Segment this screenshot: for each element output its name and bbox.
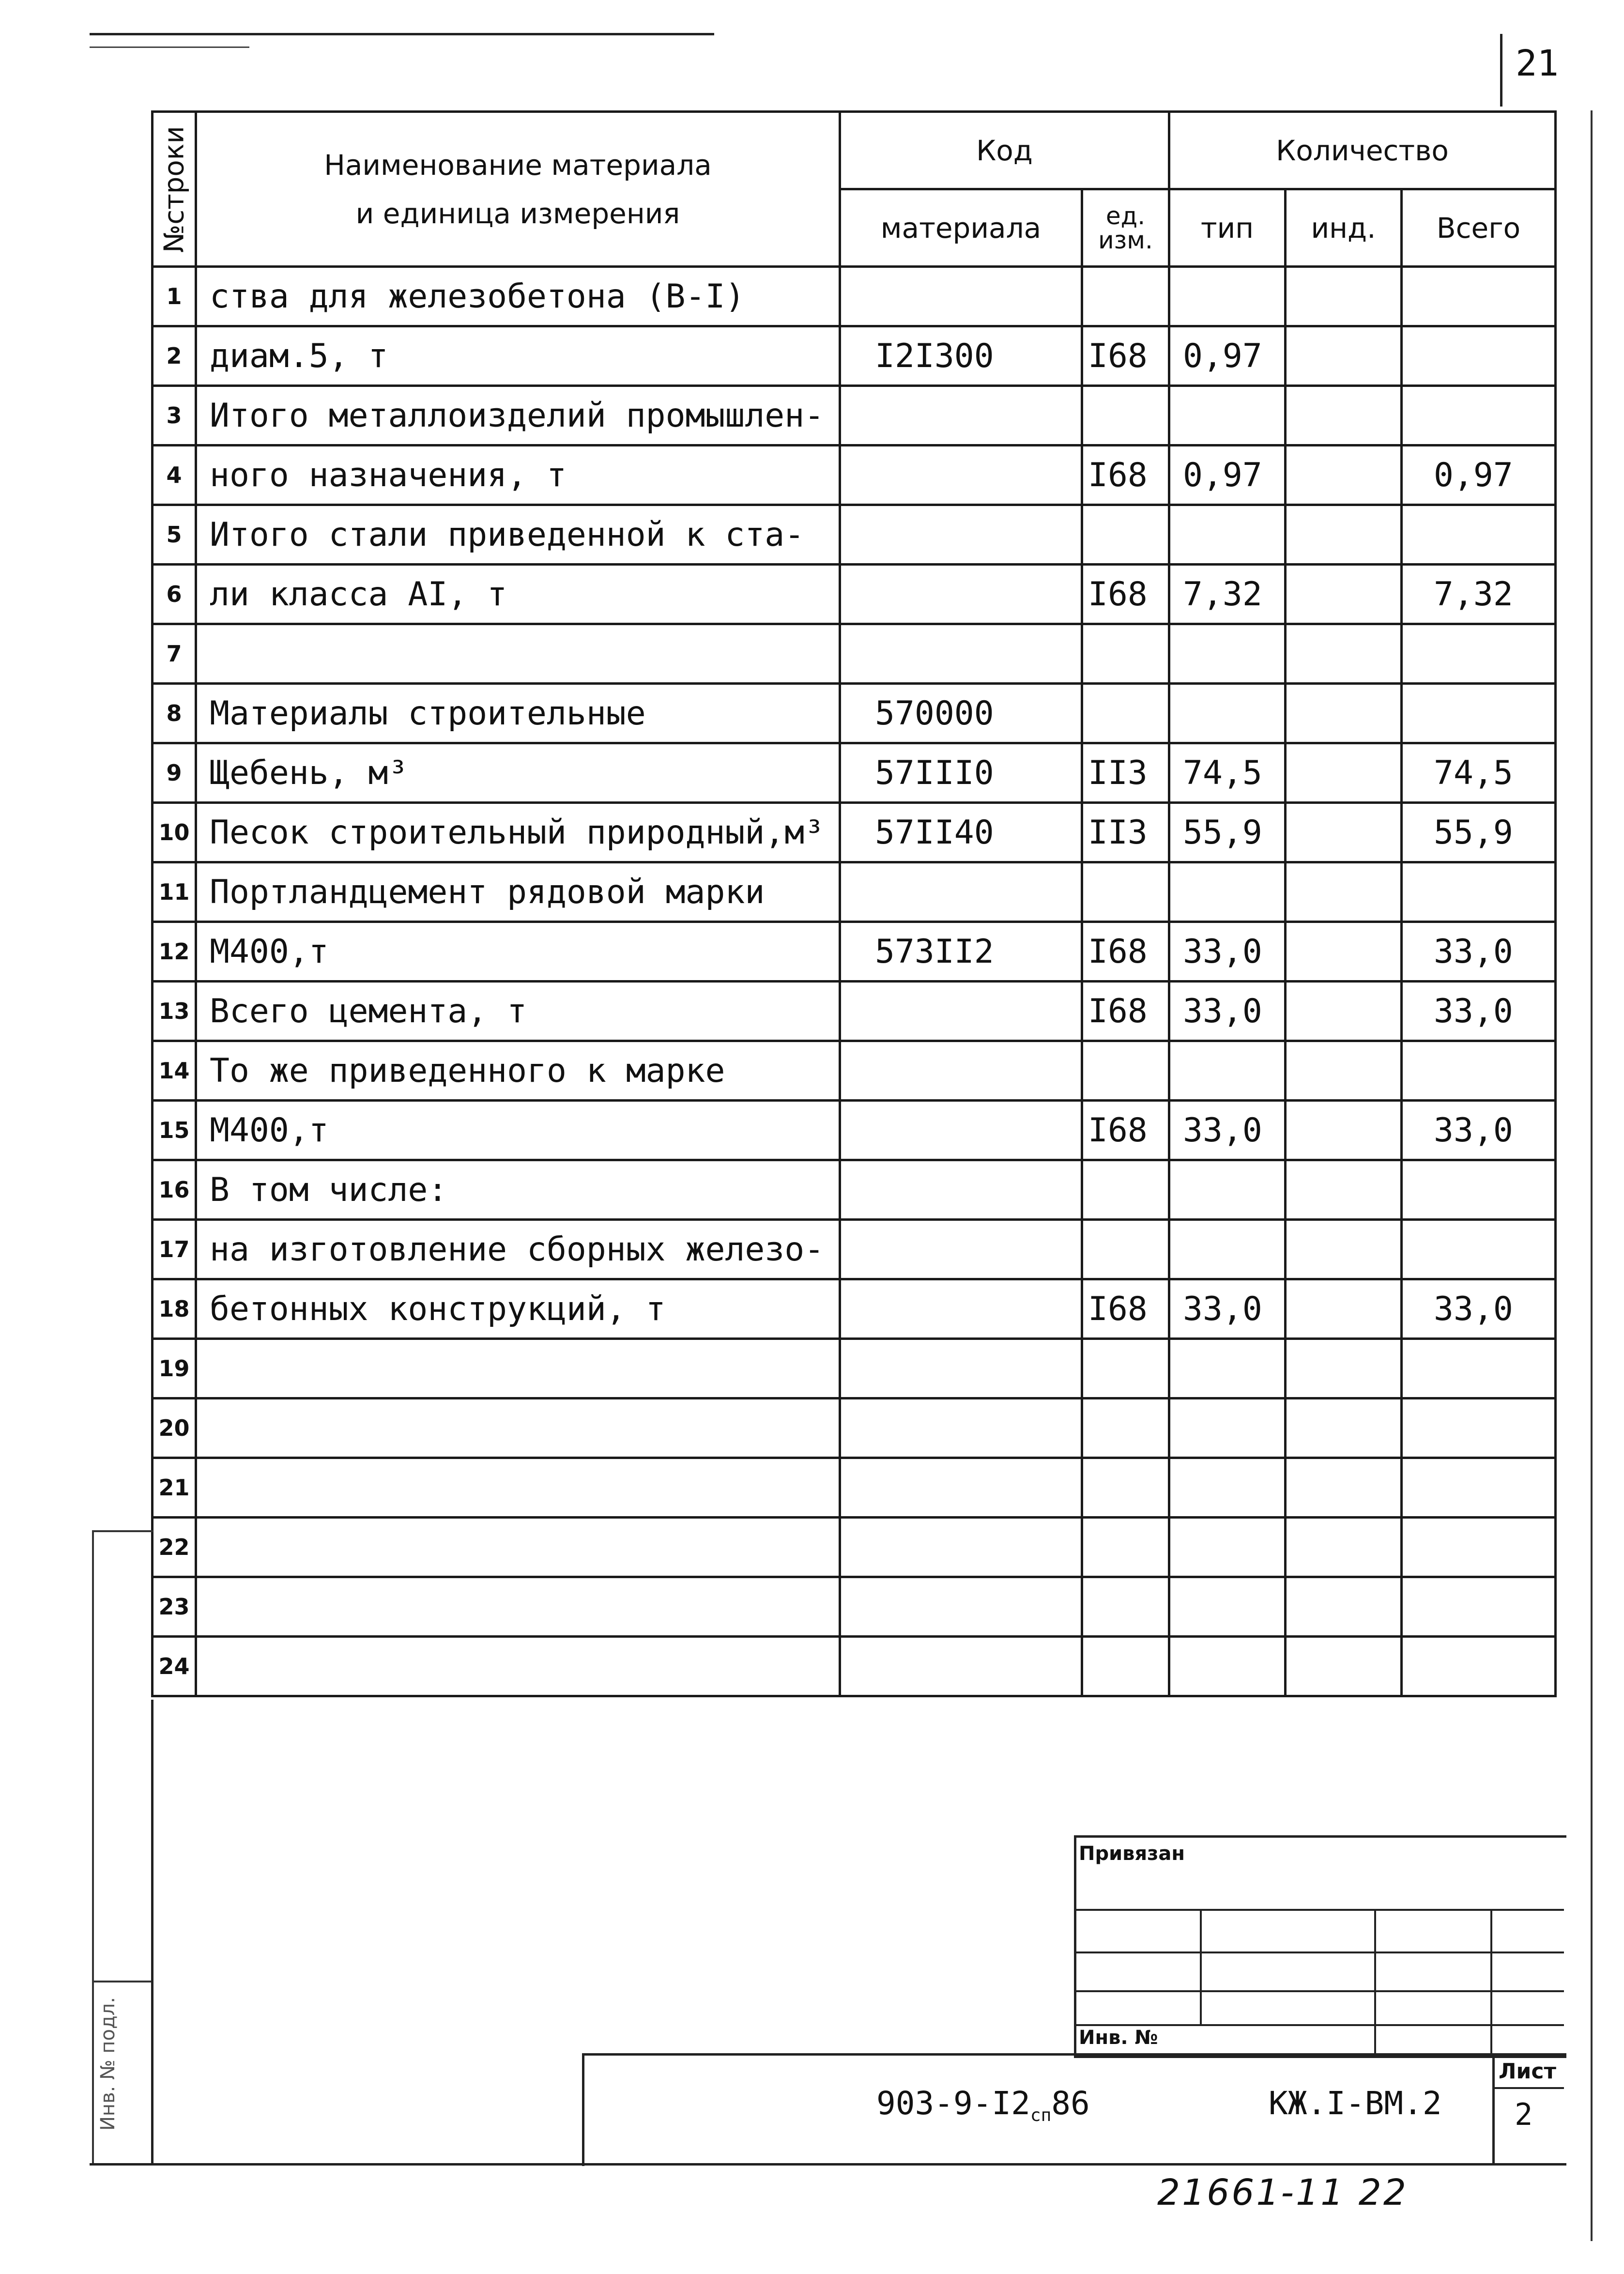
row-number-cell: 4 [153, 446, 196, 505]
row-number-cell: 6 [153, 565, 196, 624]
qty-total-cell [1402, 862, 1556, 922]
material-code-cell: 570000 [840, 684, 1082, 743]
top-rule [90, 33, 714, 35]
qty-total-cell [1402, 1577, 1556, 1637]
qty-total-cell: 33,0 [1402, 982, 1556, 1041]
qty-ind-cell [1286, 1279, 1402, 1339]
table-row [153, 1339, 1556, 1398]
qty-ind-cell [1286, 1398, 1402, 1458]
material-code-cell: I2I300 [840, 326, 1082, 386]
material-code-cell [840, 1160, 1082, 1220]
material-code-cell [840, 386, 1082, 446]
row-number-cell: 23 [153, 1577, 196, 1637]
qty-total-cell: 33,0 [1402, 1279, 1556, 1339]
material-name-cell [196, 1577, 840, 1637]
qty-total-cell [1402, 1398, 1556, 1458]
row-number-cell: 2 [153, 326, 196, 386]
qty-ind-cell [1286, 982, 1402, 1041]
qty-ind-cell [1286, 743, 1402, 803]
material-code-cell [840, 1398, 1082, 1458]
material-code-cell: 57II40 [840, 803, 1082, 862]
qty-ind-cell [1286, 1339, 1402, 1398]
material-code-cell: 57III0 [840, 743, 1082, 803]
unit-code-cell [1082, 1220, 1169, 1279]
header-qty-type: тип [1169, 189, 1286, 267]
qty-type-cell: 33,0 [1169, 922, 1286, 982]
table-row [153, 267, 1556, 326]
material-name-cell [196, 1637, 840, 1696]
table-row [153, 862, 1556, 922]
material-code-cell [840, 565, 1082, 624]
material-code-cell [840, 862, 1082, 922]
table-row [153, 386, 1556, 446]
qty-ind-cell [1286, 1101, 1402, 1160]
handwritten-note: 21661-11 22 [1157, 2172, 1408, 2213]
header-material-name: Наименование материала и единица измерения [196, 112, 840, 267]
qty-total-cell [1402, 386, 1556, 446]
material-code-cell [840, 1637, 1082, 1696]
row-number-cell: 20 [153, 1398, 196, 1458]
qty-ind-cell [1286, 1577, 1402, 1637]
unit-code-cell [1082, 1398, 1169, 1458]
document-mark: КЖ.I-ВМ.2 [1269, 2085, 1442, 2122]
material-code-cell [840, 267, 1082, 326]
unit-code-cell: I68 [1082, 1279, 1169, 1339]
material-code-cell [840, 1577, 1082, 1637]
qty-type-cell [1169, 267, 1286, 326]
unit-code-cell [1082, 267, 1169, 326]
qty-type-cell [1169, 862, 1286, 922]
unit-code-cell [1082, 386, 1169, 446]
qty-type-cell: 7,32 [1169, 565, 1286, 624]
qty-total-cell [1402, 1458, 1556, 1518]
material-name-cell: Щебень, м³ [196, 743, 840, 803]
table-row [153, 982, 1556, 1041]
material-name-cell: Итого стали приведенной к ста- [196, 505, 840, 565]
qty-type-cell [1169, 624, 1286, 684]
unit-code-cell [1082, 684, 1169, 743]
page-number-divider [1500, 34, 1502, 107]
material-code-cell [840, 1041, 1082, 1101]
material-name-cell: Материалы строительные [196, 684, 840, 743]
qty-type-cell: 55,9 [1169, 803, 1286, 862]
unit-code-cell [1082, 1637, 1169, 1696]
unit-code-cell [1082, 1458, 1169, 1518]
top-rule-short [90, 46, 249, 48]
material-name-cell: М400,т [196, 1101, 840, 1160]
material-name-cell [196, 1398, 840, 1458]
qty-type-cell: 33,0 [1169, 1101, 1286, 1160]
unit-code-cell [1082, 862, 1169, 922]
material-name-cell: ли класса АI, т [196, 565, 840, 624]
material-name-cell [196, 1518, 840, 1577]
material-code-cell [840, 1518, 1082, 1577]
material-name-cell: Портландцемент рядовой марки [196, 862, 840, 922]
unit-code-cell [1082, 624, 1169, 684]
row-number-cell: 12 [153, 922, 196, 982]
material-name-cell: на изготовление сборных железо- [196, 1220, 840, 1279]
materials-table [151, 110, 1557, 1697]
table-row [153, 684, 1556, 743]
binding-stub-label: Инв. № подл. [97, 1997, 119, 2131]
binding-stub-line [92, 1530, 94, 2165]
unit-code-cell: II3 [1082, 803, 1169, 862]
table-row [153, 565, 1556, 624]
row-number-cell: 5 [153, 505, 196, 565]
qty-type-cell [1169, 1458, 1286, 1518]
qty-type-cell: 33,0 [1169, 982, 1286, 1041]
row-number-cell: 14 [153, 1041, 196, 1101]
table-row [153, 1041, 1556, 1101]
sheet-number: 2 [1515, 2097, 1533, 2132]
unit-code-cell [1082, 1518, 1169, 1577]
sheet-label: Лист [1499, 2059, 1556, 2084]
qty-type-cell [1169, 386, 1286, 446]
qty-type-cell: 33,0 [1169, 1279, 1286, 1339]
header-quantity-group: Количество [1169, 112, 1556, 189]
table-row [153, 803, 1556, 862]
material-name-cell [196, 624, 840, 684]
material-code-cell [840, 624, 1082, 684]
qty-total-cell [1402, 1041, 1556, 1101]
table-row [153, 446, 1556, 505]
qty-total-cell: 33,0 [1402, 1101, 1556, 1160]
qty-total-cell: 0,97 [1402, 446, 1556, 505]
stamp-inventory-label: Инв. № [1079, 2027, 1158, 2049]
qty-ind-cell [1286, 624, 1402, 684]
material-name-cell: Песок строительный природный,м³ [196, 803, 840, 862]
binding-stub-tick-bottom [92, 1981, 153, 1982]
qty-total-cell [1402, 1637, 1556, 1696]
row-number-cell: 18 [153, 1279, 196, 1339]
row-number-cell: 22 [153, 1518, 196, 1577]
material-code-cell [840, 1101, 1082, 1160]
row-number-cell: 8 [153, 684, 196, 743]
qty-ind-cell [1286, 386, 1402, 446]
qty-type-cell [1169, 1160, 1286, 1220]
table-row [153, 1518, 1556, 1577]
qty-total-cell [1402, 1518, 1556, 1577]
table-row [153, 1577, 1556, 1637]
header-row-number: №строки [153, 112, 196, 267]
table-row [153, 1279, 1556, 1339]
qty-ind-cell [1286, 1041, 1402, 1101]
row-number-cell: 3 [153, 386, 196, 446]
qty-ind-cell [1286, 922, 1402, 982]
material-name-cell [196, 1339, 840, 1398]
material-code-cell [840, 1220, 1082, 1279]
qty-total-cell [1402, 326, 1556, 386]
unit-code-cell [1082, 505, 1169, 565]
qty-ind-cell [1286, 803, 1402, 862]
unit-code-cell [1082, 1339, 1169, 1398]
row-number-cell: 24 [153, 1637, 196, 1696]
table-row [153, 743, 1556, 803]
material-code-cell [840, 446, 1082, 505]
header-code-unit: ед. изм. [1082, 189, 1169, 267]
qty-ind-cell [1286, 862, 1402, 922]
qty-type-cell: 0,97 [1169, 446, 1286, 505]
row-number-cell: 17 [153, 1220, 196, 1279]
row-number-cell: 15 [153, 1101, 196, 1160]
qty-ind-cell [1286, 1160, 1402, 1220]
row-number-cell: 11 [153, 862, 196, 922]
unit-code-cell: I68 [1082, 982, 1169, 1041]
material-name-cell: ного назначения, т [196, 446, 840, 505]
table-row [153, 1160, 1556, 1220]
qty-ind-cell [1286, 1637, 1402, 1696]
material-name-cell [196, 1458, 840, 1518]
qty-total-cell [1402, 505, 1556, 565]
material-name-cell: диам.5, т [196, 326, 840, 386]
material-name-cell: В том числе: [196, 1160, 840, 1220]
table-row [153, 624, 1556, 684]
qty-total-cell: 7,32 [1402, 565, 1556, 624]
material-code-cell [840, 1458, 1082, 1518]
row-number-cell: 9 [153, 743, 196, 803]
qty-type-cell [1169, 1637, 1286, 1696]
unit-code-cell: I68 [1082, 565, 1169, 624]
qty-ind-cell [1286, 1518, 1402, 1577]
row-number-cell: 13 [153, 982, 196, 1041]
stamp-divider [1374, 1909, 1376, 2053]
qty-total-cell: 74,5 [1402, 743, 1556, 803]
qty-total-cell: 33,0 [1402, 922, 1556, 982]
material-name-cell: Итого металлоизделий промышлен- [196, 386, 840, 446]
qty-type-cell [1169, 505, 1286, 565]
table-row [153, 922, 1556, 982]
table-row [153, 326, 1556, 386]
table-row [153, 1101, 1556, 1160]
unit-code-cell: I68 [1082, 326, 1169, 386]
header-code-material: материала [840, 189, 1082, 267]
material-name-cell: М400,т [196, 922, 840, 982]
row-number-cell: 19 [153, 1339, 196, 1398]
qty-type-cell [1169, 1220, 1286, 1279]
qty-ind-cell [1286, 326, 1402, 386]
qty-total-cell: 55,9 [1402, 803, 1556, 862]
material-name-cell: То же приведенного к марке [196, 1041, 840, 1101]
document-code: $903-9-I2_{сп}86$ [876, 2085, 1090, 2126]
unit-code-cell: II3 [1082, 743, 1169, 803]
qty-total-cell [1402, 267, 1556, 326]
header-code-group: Код [840, 112, 1169, 189]
qty-total-cell [1402, 1220, 1556, 1279]
binding-stub-tick-top [92, 1530, 153, 1532]
table-row [153, 1458, 1556, 1518]
header-qty-total: Всего [1402, 189, 1556, 267]
unit-code-cell [1082, 1041, 1169, 1101]
qty-total-cell [1402, 684, 1556, 743]
qty-ind-cell [1286, 446, 1402, 505]
qty-type-cell: 0,97 [1169, 326, 1286, 386]
table-row [153, 1637, 1556, 1696]
header-qty-ind: инд. [1286, 189, 1402, 267]
material-name-cell: бетонных конструкций, т [196, 1279, 840, 1339]
row-number-cell: 21 [153, 1458, 196, 1518]
qty-ind-cell [1286, 267, 1402, 326]
row-number-cell: 16 [153, 1160, 196, 1220]
qty-type-cell [1169, 1577, 1286, 1637]
qty-type-cell [1169, 684, 1286, 743]
qty-total-cell [1402, 1339, 1556, 1398]
qty-type-cell [1169, 1339, 1286, 1398]
row-number-cell: 7 [153, 624, 196, 684]
qty-ind-cell [1286, 565, 1402, 624]
unit-code-cell [1082, 1577, 1169, 1637]
sheet-box-divider [1492, 2087, 1564, 2089]
stamp-divider [1200, 1909, 1202, 2024]
material-code-cell [840, 1279, 1082, 1339]
unit-code-cell: I68 [1082, 1101, 1169, 1160]
qty-ind-cell [1286, 684, 1402, 743]
qty-type-cell: 74,5 [1169, 743, 1286, 803]
unit-code-cell: I68 [1082, 922, 1169, 982]
qty-total-cell [1402, 624, 1556, 684]
frame-left-line [151, 1700, 153, 2165]
material-name-cell: ства для железобетона (В-I) [196, 267, 840, 326]
right-border-rule [1591, 110, 1593, 2241]
qty-ind-cell [1286, 1458, 1402, 1518]
stamp-divider [1490, 1909, 1492, 2053]
qty-ind-cell [1286, 505, 1402, 565]
material-code-cell [840, 1339, 1082, 1398]
material-code-cell: 573II2 [840, 922, 1082, 982]
qty-type-cell [1169, 1041, 1286, 1101]
unit-code-cell: I68 [1082, 446, 1169, 505]
table-row [153, 1398, 1556, 1458]
row-number-cell: 10 [153, 803, 196, 862]
material-name-cell: Всего цемента, т [196, 982, 840, 1041]
qty-type-cell [1169, 1398, 1286, 1458]
row-number-cell: 1 [153, 267, 196, 326]
table-row [153, 505, 1556, 565]
qty-total-cell [1402, 1160, 1556, 1220]
qty-ind-cell [1286, 1220, 1402, 1279]
page-number: 21 [1516, 43, 1559, 84]
stamp-linked-label: Привязан [1079, 1843, 1185, 1865]
material-code-cell [840, 982, 1082, 1041]
table-row [153, 1220, 1556, 1279]
unit-code-cell [1082, 1160, 1169, 1220]
qty-type-cell [1169, 1518, 1286, 1577]
material-code-cell [840, 505, 1082, 565]
